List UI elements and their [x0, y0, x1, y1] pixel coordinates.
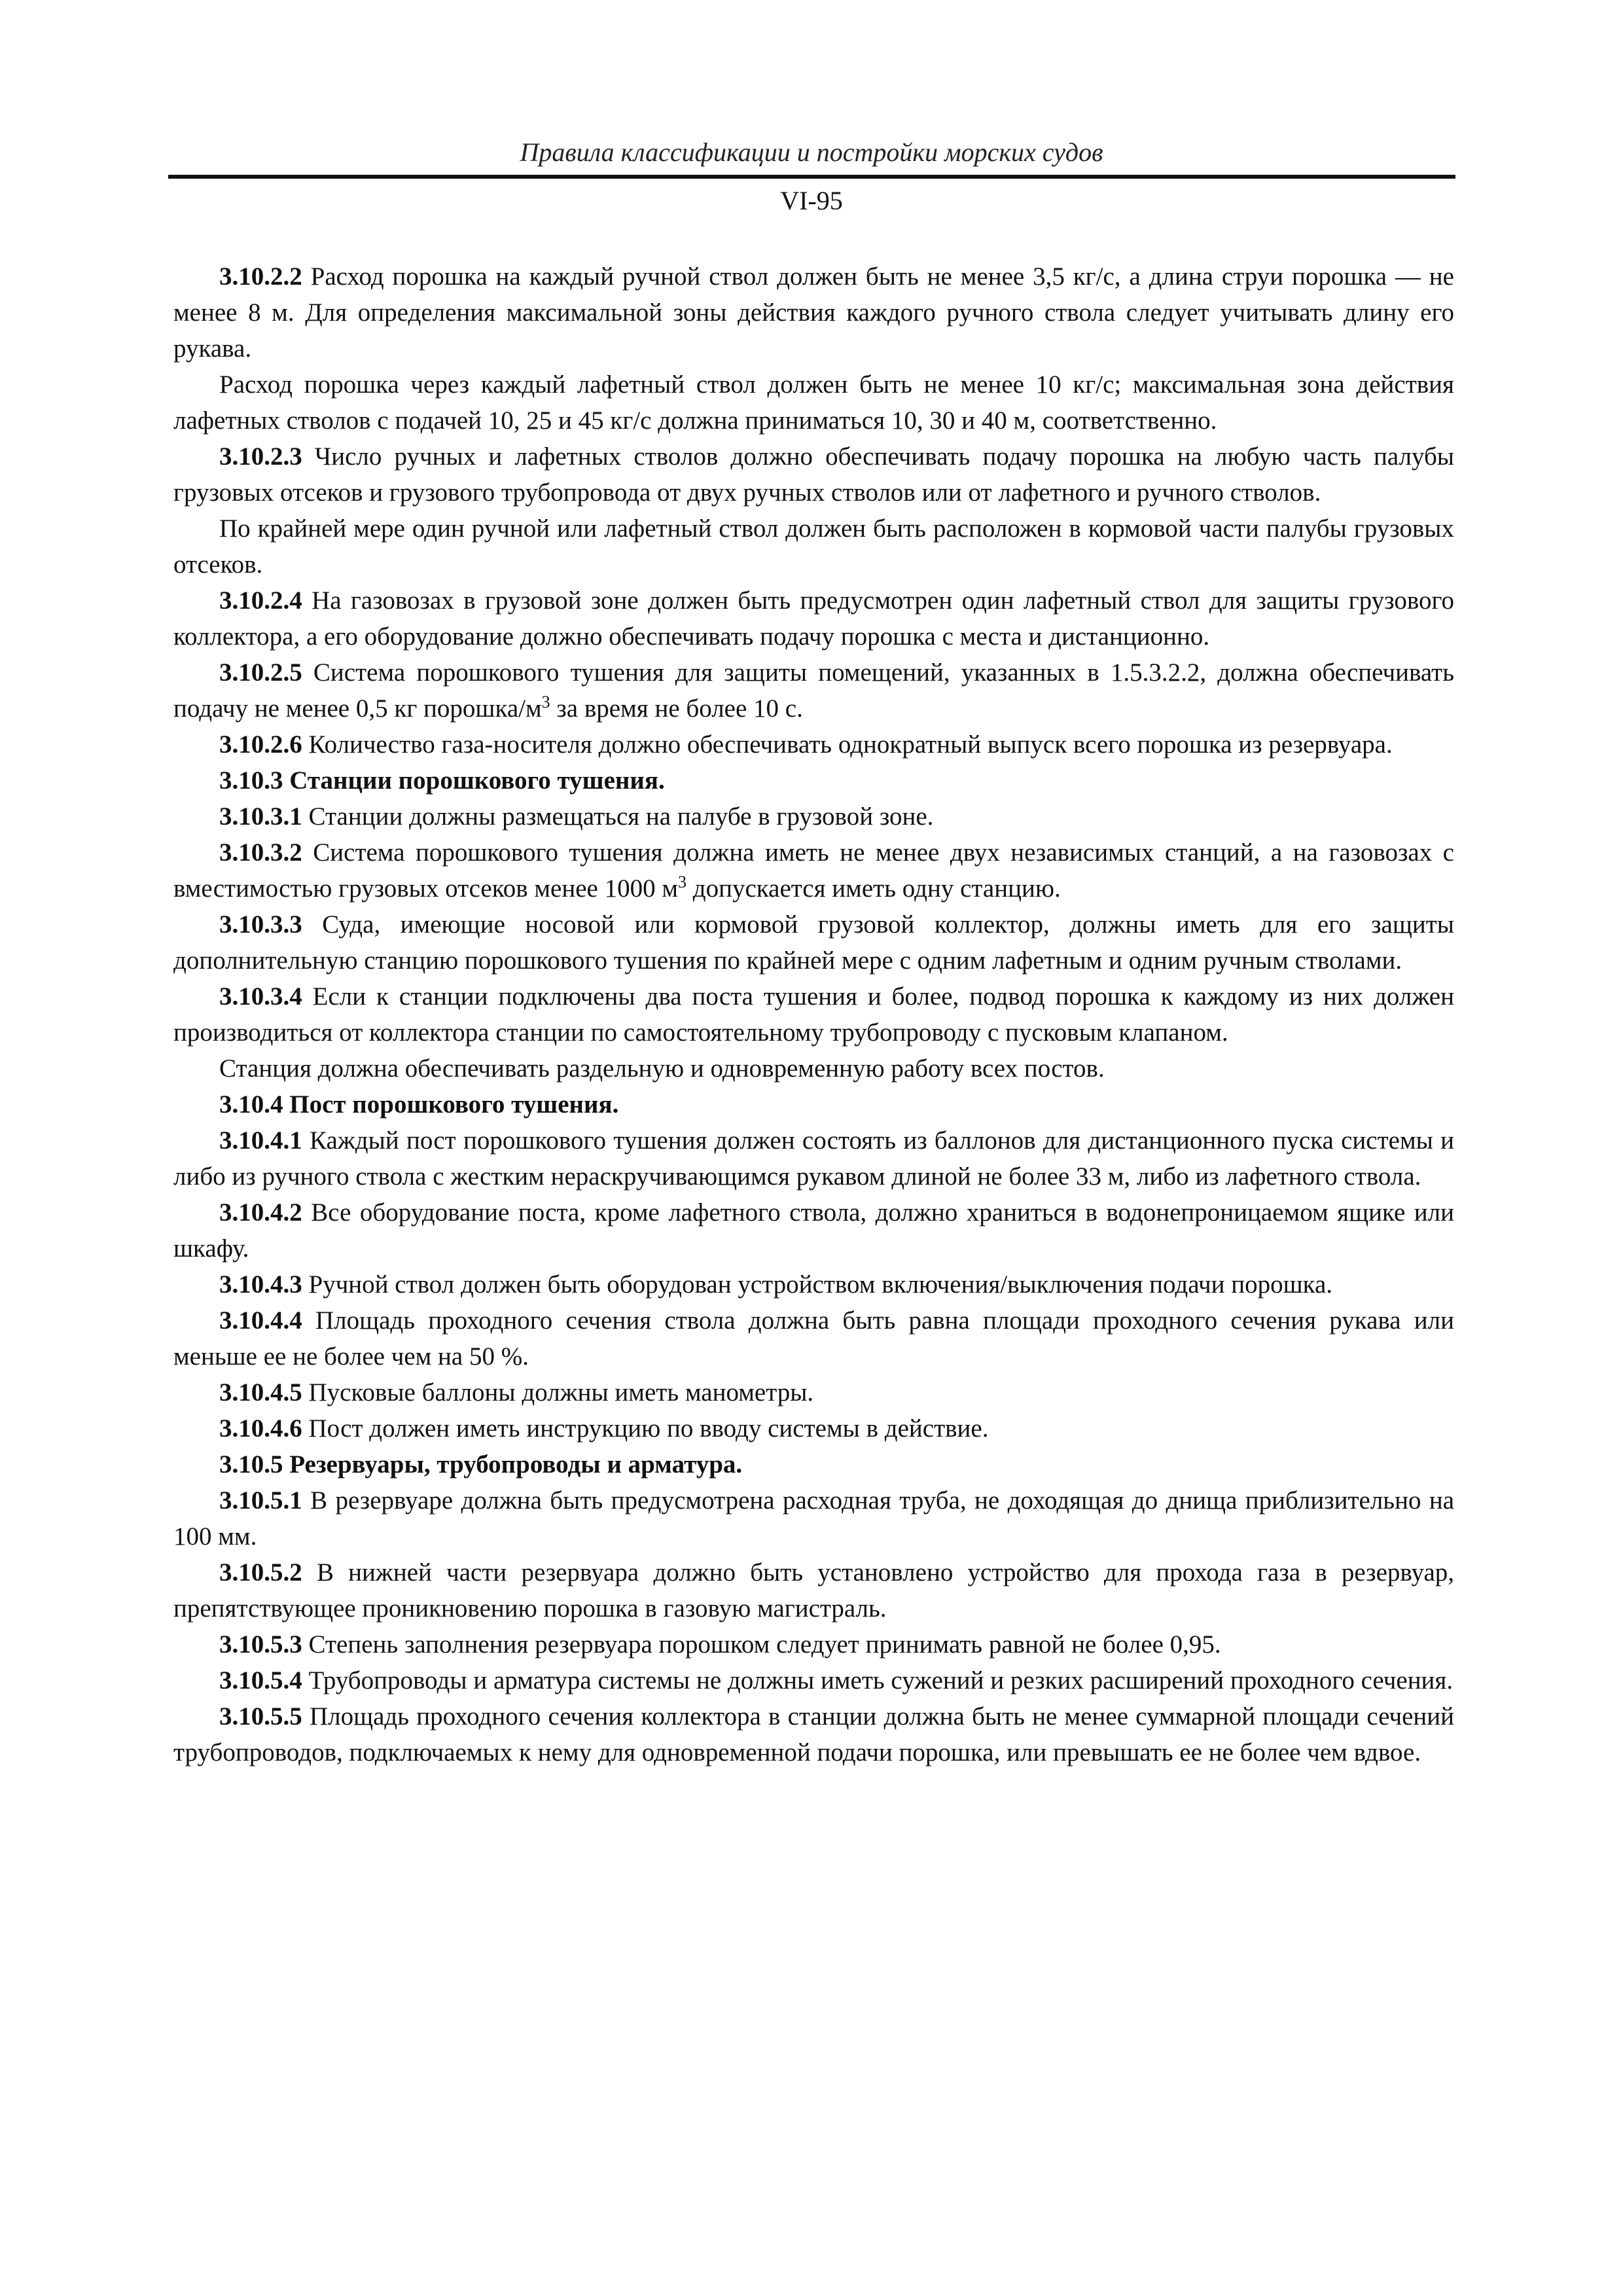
- clause-number: 3.10.3.1: [219, 802, 302, 831]
- superscript: 3: [541, 692, 550, 711]
- clause-text: Ручной ствол должен быть оборудован устройством включения/выключения подачи порошка.: [308, 1270, 1333, 1299]
- clause-text: По крайней мере один ручной или лафетный ствол должен быть расположен в кормовой части палубы грузовых отсеков.: [173, 514, 1454, 579]
- clause-number: 3.10.2.2: [219, 262, 302, 291]
- paragraph-3-10-2-3: [173, 439, 1454, 511]
- clause-number: 3.10.4.2: [219, 1198, 302, 1227]
- paragraph-3-10-4-3: [173, 1266, 1454, 1302]
- superscript: 3: [678, 872, 687, 891]
- body-text: [173, 259, 1454, 1770]
- running-header-title: Правила классификации и постройки морских судов: [520, 137, 1103, 167]
- paragraph-3-10-2-6: [173, 726, 1454, 762]
- paragraph-3-10-4-2: [173, 1194, 1454, 1266]
- clause-text: Площадь проходного сечения коллектора в станции должна быть не менее суммарной площади сечений трубопроводов, подключаемых к нему для одновременной подачи порошка, или превышать ее не более чем вдвое.: [173, 1702, 1455, 1767]
- clause-number: 3.10.5.1: [219, 1486, 302, 1515]
- clause-text: Количество газа-носителя должно обеспечивать однократный выпуск всего порошка из резервуара.: [308, 730, 1393, 759]
- header-rule: [168, 175, 1455, 179]
- clause-number: 3.10.4.6: [219, 1414, 302, 1443]
- paragraph-3-10-3-1: [173, 798, 1454, 834]
- paragraph-3-10-4-4: [173, 1302, 1454, 1374]
- paragraph-3-10-5-4: [173, 1662, 1454, 1698]
- clause-number: 3.10.4.4: [219, 1306, 302, 1335]
- section-heading-3-10-3: 3.10.3 Станции порошкового тушения.: [219, 766, 665, 795]
- paragraph-3-10-2-2: [173, 259, 1454, 367]
- paragraph-3-10-3-2: [173, 834, 1454, 906]
- clause-text: Число ручных и лафетных стволов должно обеспечивать подачу порошка на любую часть палубы грузовых отсеков и грузового трубопровода от двух ручных стволов или от лафетного и ручного стволов.: [173, 442, 1455, 507]
- clause-number: 3.10.2.4: [219, 586, 302, 615]
- clause-text: Расход порошка на каждый ручной ствол должен быть не менее 3,5 кг/с, а длина струи порошка — не менее 8 м. Для определения максимальной зоны действия каждого ручного ствола следует учитывать длину его рукава.: [173, 262, 1454, 363]
- section-heading-3-10-5: 3.10.5 Резервуары, трубопроводы и арматура.: [219, 1450, 743, 1479]
- clause-text: Станции должны размещаться на палубе в грузовой зоне.: [308, 802, 934, 831]
- paragraph-continuation: [173, 1050, 1454, 1086]
- paragraph-3-10-4-1: [173, 1122, 1454, 1194]
- clause-text: Все оборудование поста, кроме лафетного ствола, должно храниться в водонепроницаемом ящике или шкафу.: [173, 1198, 1454, 1263]
- clause-text: Станция должна обеспечивать раздельную и одновременную работу всех постов.: [219, 1054, 1105, 1083]
- paragraph-3-10-3-3: [173, 906, 1454, 978]
- clause-text: Каждый пост порошкового тушения должен состоять из баллонов для дистанционного пуска системы и либо из ручного ствола с жестким нераскручивающимся рукавом длиной не более 33 м, либо из лафетного ствола.: [173, 1126, 1454, 1191]
- clause-number: 3.10.4.1: [219, 1126, 302, 1155]
- paragraph-3-10-4-6: [173, 1410, 1454, 1446]
- clause-number: 3.10.5.2: [219, 1558, 302, 1587]
- page-number: VI-95: [780, 186, 843, 215]
- clause-text: Пост должен иметь инструкцию по вводу системы в действие.: [308, 1414, 989, 1443]
- clause-text: Пусковые баллоны должны иметь манометры.: [308, 1378, 814, 1407]
- paragraph-3-10-2-4: [173, 583, 1454, 655]
- paragraph-continuation: [173, 511, 1454, 583]
- section-heading-3-10-4: 3.10.4 Пост порошкового тушения.: [219, 1090, 619, 1119]
- paragraph-3-10-5-2: [173, 1554, 1454, 1626]
- clause-text: Суда, имеющие носовой или кормовой грузовой коллектор, должны иметь для его защиты дополнительную станцию порошкового тушения по крайней мере с одним лафетным и одним ручным стволами.: [173, 910, 1455, 975]
- clause-text: Если к станции подключены два поста тушения и более, подвод порошка к каждому из них должен производиться от коллектора станции по самостоятельному трубопроводу с пусковым клапаном.: [173, 982, 1454, 1047]
- clause-text: Система порошкового тушения должна иметь не менее двух независимых станций, а на газовозах с вместимостью грузовых отсеков менее 1000 м: [173, 838, 1454, 903]
- clause-text-tail: за время не более 10 с.: [550, 694, 803, 723]
- paragraph-3-10-3-4: [173, 978, 1454, 1050]
- clause-number: 3.10.5.4: [219, 1666, 302, 1695]
- clause-number: 3.10.2.6: [219, 730, 302, 759]
- paragraph-3-10-5-3: [173, 1626, 1454, 1662]
- paragraph-3-10-4-5: [173, 1374, 1454, 1410]
- clause-text: Площадь проходного сечения ствола должна быть равна площади проходного сечения рукава или меньше ее не более чем на 50 %.: [173, 1306, 1455, 1371]
- clause-text: Степень заполнения резервуара порошком следует принимать равной не более 0,95.: [308, 1630, 1221, 1659]
- clause-number: 3.10.5.5: [219, 1702, 302, 1731]
- clause-text-tail: допускается иметь одну станцию.: [687, 874, 1061, 903]
- clause-number: 3.10.5.3: [219, 1630, 302, 1659]
- clause-text: В резервуаре должна быть предусмотрена расходная труба, не доходящая до днища приблизительно на 100 мм.: [173, 1486, 1455, 1551]
- clause-number: 3.10.3.3: [219, 910, 302, 939]
- clause-text: В нижней части резервуара должно быть установлено устройство для прохода газа в резервуар, препятствующее проникновению порошка в газовую магистраль.: [173, 1558, 1455, 1623]
- clause-number: 3.10.2.5: [219, 658, 302, 687]
- clause-text: На газовозах в грузовой зоне должен быть предусмотрен один лафетный ствол для защиты грузового коллектора, а его оборудование должно обеспечивать подачу порошка с места и дистанционно.: [173, 586, 1454, 651]
- clause-number: 3.10.2.3: [219, 442, 302, 471]
- clause-number: 3.10.4.5: [219, 1378, 302, 1407]
- clause-text: Расход порошка через каждый лафетный ствол должен быть не менее 10 кг/с; максимальная зона действия лафетных стволов с подачей 10, 25 и 45 кг/с должна приниматься 10, 30 и 40 м, соответственно.: [173, 370, 1454, 435]
- paragraph-3-10-2-5: [173, 655, 1454, 726]
- paragraph-continuation: [173, 367, 1454, 439]
- clause-number: 3.10.3.2: [219, 838, 302, 867]
- clause-text: Система порошкового тушения для защиты помещений, указанных в 1.5.3.2.2, должна обеспечивать подачу не менее 0,5 кг порошка/м: [173, 658, 1454, 723]
- paragraph-3-10-5-5: [173, 1698, 1454, 1770]
- clause-text: Трубопроводы и арматура системы не должны иметь сужений и резких расширений проходного сечения.: [308, 1666, 1454, 1695]
- clause-number: 3.10.3.4: [219, 982, 302, 1011]
- paragraph-3-10-5-1: [173, 1482, 1454, 1554]
- clause-number: 3.10.4.3: [219, 1270, 302, 1299]
